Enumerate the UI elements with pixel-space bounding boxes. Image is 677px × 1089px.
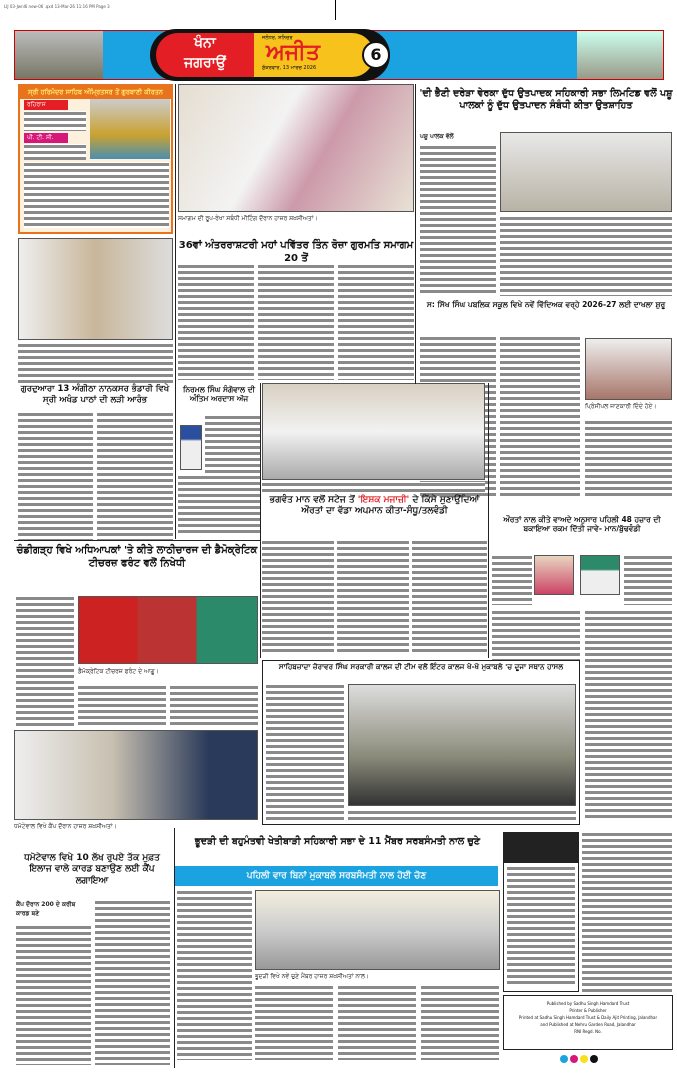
milk-bullet: ਪਸ਼ੂ ਪਾਲਕ ਵੱਲੋਂ bbox=[420, 133, 454, 140]
teachers-headline: ਚੰਡੀਗੜ੍ਹ ਵਿਖੇ ਅਧਿਆਪਕਾਂ 'ਤੇ ਕੀਤੇ ਲਾਠੀਚਾਰਜ ਦੀ ਡੈਮੋਕ੍ਰੇਟਿਕ ਟੀਚਰਜ਼ ਫਰੰਟ ਵਲੋਂ ਨਿਖੇਧੀ bbox=[16, 545, 258, 569]
edition-name: ਖੰਨਾ bbox=[194, 35, 216, 51]
group-photo bbox=[262, 383, 485, 480]
kho-kho-photo bbox=[348, 684, 576, 806]
masthead bbox=[14, 30, 664, 80]
cooperative-banner: ਪਹਿਲੀ ਵਾਰ ਬਿਨਾਂ ਮੁਕਾਬਲੇ ਸਰਬਸੰਮਤੀ ਨਾਲ ਹੋਈ ਚੋਣ bbox=[175, 866, 498, 886]
kirtan-box bbox=[18, 84, 173, 234]
registration-mark bbox=[335, 0, 365, 20]
women-headline: ਔਰਤਾਂ ਨਾਲ ਕੀਤੇ ਵਾਅਦੇ ਅਨੁਸਾਰ ਪਹਿਲੀ 48 ਹਜ਼ਾਰ ਦੀ ਬਕਾਇਆ ਰਕਮ ਦਿੱਤੀ ਜਾਵੇ- ਮਾਨ/ਬੁੱਢਵੰਡੀ bbox=[503, 515, 661, 534]
kirtan-title: ਸ੍ਰੀ ਹਰਿਮੰਦਰ ਸਾਹਿਬ ਅੰਮ੍ਰਿਤਸਰ ਤੋਂ ਗੁਰਬਾਣੀ ਕੀਰਤਨ bbox=[20, 86, 171, 99]
imprint-box: Published by Sadhu Singh Hamdard Trust Printer & Publisher Printed at Sadhu Singh Hamdard Trust & Daily Ajit Printing, Jalandhar and Published at Nehru Garden Road, Jalandhar RNI Regd. No. bbox=[503, 995, 673, 1050]
mann-headline: ਭਗਵੰਤ ਮਾਨ ਵਲੋਂ ਸਟੇਜ ਤੋਂ 'ਇਸ਼ਕ ਮਜਾਜ਼ੀ' ਦੇ ਕਿੱਸੇ ਸੁਣਾਉਂਦਿਆਂ ਔਰਤਾਂ ਦਾ ਵੱਡਾ ਅਪਮਾਨ ਕੀਤਾ-ਸੰਧੂ/ਤਲਵੰਡੀ bbox=[269, 495, 480, 517]
masthead-date: ਸ਼ੁੱਕਰਵਾਰ, 13 ਮਾਰਚ 2026 bbox=[262, 65, 317, 71]
akhand-path-headline: ਗੁਰਦੁਆਰਾ 13 ਅੰਗੀਠਾ ਨਾਨਕਸਰ ਭੰਡਾਰੀ ਵਿਖੇ ਸ੍ਰੀ ਅਖੰਡ ਪਾਠਾਂ ਦੀ ਲੜੀ ਆਰੰਭ bbox=[20, 384, 170, 405]
tag-ptc: ਪੀ. ਟੀ. ਸੀ. bbox=[24, 133, 68, 143]
headline-highlight: 'ਇਸ਼ਕ ਮਜਾਜ਼ੀ' bbox=[357, 495, 410, 505]
teachers-photo bbox=[78, 596, 258, 664]
milk-photo bbox=[500, 132, 672, 212]
page-number: 6 bbox=[362, 41, 390, 69]
masthead-place: ਜਲੰਧਰ, ਸ਼ਨਿਚਰ bbox=[262, 35, 293, 41]
cmyk-marks bbox=[560, 1055, 598, 1063]
school-headline: ਸ: ਸਿੱਖ ਸਿੰਘ ਪਬਲਿਕ ਸਕੂਲ ਵਿਖੇ ਨਵੇਂ ਵਿੱਦਿਅਕ ਵਰ੍ਹੇ 2026-27 ਲਈ ਦਾਖਲਾ ਸ਼ੁਰੂ bbox=[426, 300, 666, 309]
masthead-photo-left bbox=[15, 31, 103, 79]
school-caption: ਪ੍ਰਿੰਸੀਪਲ ਜਾਣਕਾਰੀ ਦਿੰਦੇ ਹੋਏ। bbox=[585, 403, 657, 410]
camp-caption: ਧਮੋਟੇਵਾਲ ਵਿਖੇ ਕੈਂਪ ਦੌਰਾਨ ਹਾਜ਼ਰ ਸ਼ਖ਼ਸੀਅਤਾਂ। bbox=[14, 823, 117, 830]
camp-photo bbox=[14, 730, 258, 820]
golden-temple-photo bbox=[90, 99, 170, 159]
brand-name: ਅਜੀਤ bbox=[266, 40, 320, 65]
ardas-headline: ਨਿਰਮਲ ਸਿੰਘ ਸੰਗੋਵਾਲ ਦੀ ਅੰਤਿਮ ਅਰਦਾਸ ਅੱਜ bbox=[183, 385, 255, 404]
teachers-caption: ਡੈਮੋਕ੍ਰੇਟਿਕ ਟੀਚਰਜ਼ ਫਰੰਟ ਦੇ ਆਗੂ। bbox=[78, 668, 159, 675]
principal-photo bbox=[585, 338, 672, 400]
samagam-caption: ਸਮਾਗਮ ਦੀ ਰੂਪ-ਰੇਖਾ ਸਬੰਧੀ ਮੀਟਿੰਗ ਦੌਰਾਨ ਹਾਜ਼ਰ ਸ਼ਖ਼ਸੀਅਤਾਂ। bbox=[178, 215, 318, 222]
camp-bullet: ਕੈਂਪ ਦੌਰਾਨ 200 ਦੇ ਕਰੀਬ ਕਾਰਡ ਬਣੇ bbox=[16, 901, 76, 917]
print-slug: LIJ 03-Jwnl6 new-06 .qxd 13-Mar-26 11:16 PM Page 3 bbox=[4, 4, 110, 9]
woman-portrait bbox=[534, 555, 574, 595]
akhand-path-photo bbox=[18, 238, 173, 340]
cooperative-headline: ਭੂਦੜੀ ਦੀ ਬਹੁਮੰਤਵੀ ਖੇਤੀਬਾੜੀ ਸਹਿਕਾਰੀ ਸਭਾ ਦੇ 11 ਮੈਂਬਰ ਸਰਬਸੰਮਤੀ ਨਾਲ ਚੁਣੇ bbox=[194, 836, 481, 847]
kho-kho-headline: ਸਾਹਿਬਜ਼ਾਦਾ ਜ਼ੋਰਾਵਰ ਸਿੰਘ ਸਰਕਾਰੀ ਕਾਲਜ ਦੀ ਟੀਮ ਵਲੋਂ ਇੰਟਰ ਕਾਲਜ ਖੋ-ਖੋ ਮੁਕਾਬਲੇ 'ਚ ਦੂਜਾ ਸਥਾਨ ਹਾਸਲ bbox=[278, 662, 564, 671]
milk-society-headline: 'ਦੀ ਭੈਣੀ ਦਰੇੜਾ ਵੇਰਕਾ ਦੁੱਧ ਉਤਪਾਦਕ ਸਹਿਕਾਰੀ ਸਭਾ ਲਿਮਟਿਡ ਵਲੋਂ ਪਸ਼ੂ ਪਾਲਕਾਂ ਨੂੰ ਦੁੱਧ ਉਤਪਾਦਨ ਸੰਬੰਧੀ ਕੀਤਾ ਉਤਸ਼ਾਹਿਤ bbox=[419, 88, 673, 111]
edition-name-2: ਜਗਰਾਉਂ bbox=[184, 55, 226, 71]
man-portrait bbox=[580, 555, 620, 595]
samagam-photo bbox=[178, 84, 414, 212]
cooperative-caption: ਭੂਦੜੀ ਵਿਖੇ ਨਵੇਂ ਚੁਣੇ ਮੈਂਬਰ ਹਾਜ਼ਰ ਸ਼ਖ਼ਸੀਅਤਾਂ ਨਾਲ। bbox=[255, 973, 369, 980]
tag-rehras: ਰਹਿਰਾਸ bbox=[24, 100, 68, 110]
nirmal-singh-photo bbox=[180, 425, 202, 470]
samagam-headline: 36ਵਾਂ ਅੰਤਰਰਾਸ਼ਟਰੀ ਮਹਾਂ ਪਵਿੱਤਰ ਤਿੰਨ ਰੋਜ਼ਾ ਗੁਰਮਤਿ ਸਮਾਗਮ 20 ਤੋਂ bbox=[178, 240, 414, 264]
camp-headline: ਧਮੋਟੇਵਾਲ ਵਿਖੇ 10 ਲੱਖ ਰੁਪਏ ਤੱਕ ਮੁਫ਼ਤ ਇਲਾਜ ਵਾਲੇ ਕਾਰਡ ਬਣਾਉਣ ਲਈ ਕੈਂਪ ਲਗਾਇਆ bbox=[24, 853, 160, 886]
cooperative-photo bbox=[255, 890, 500, 970]
masthead-photo-right bbox=[577, 31, 663, 79]
